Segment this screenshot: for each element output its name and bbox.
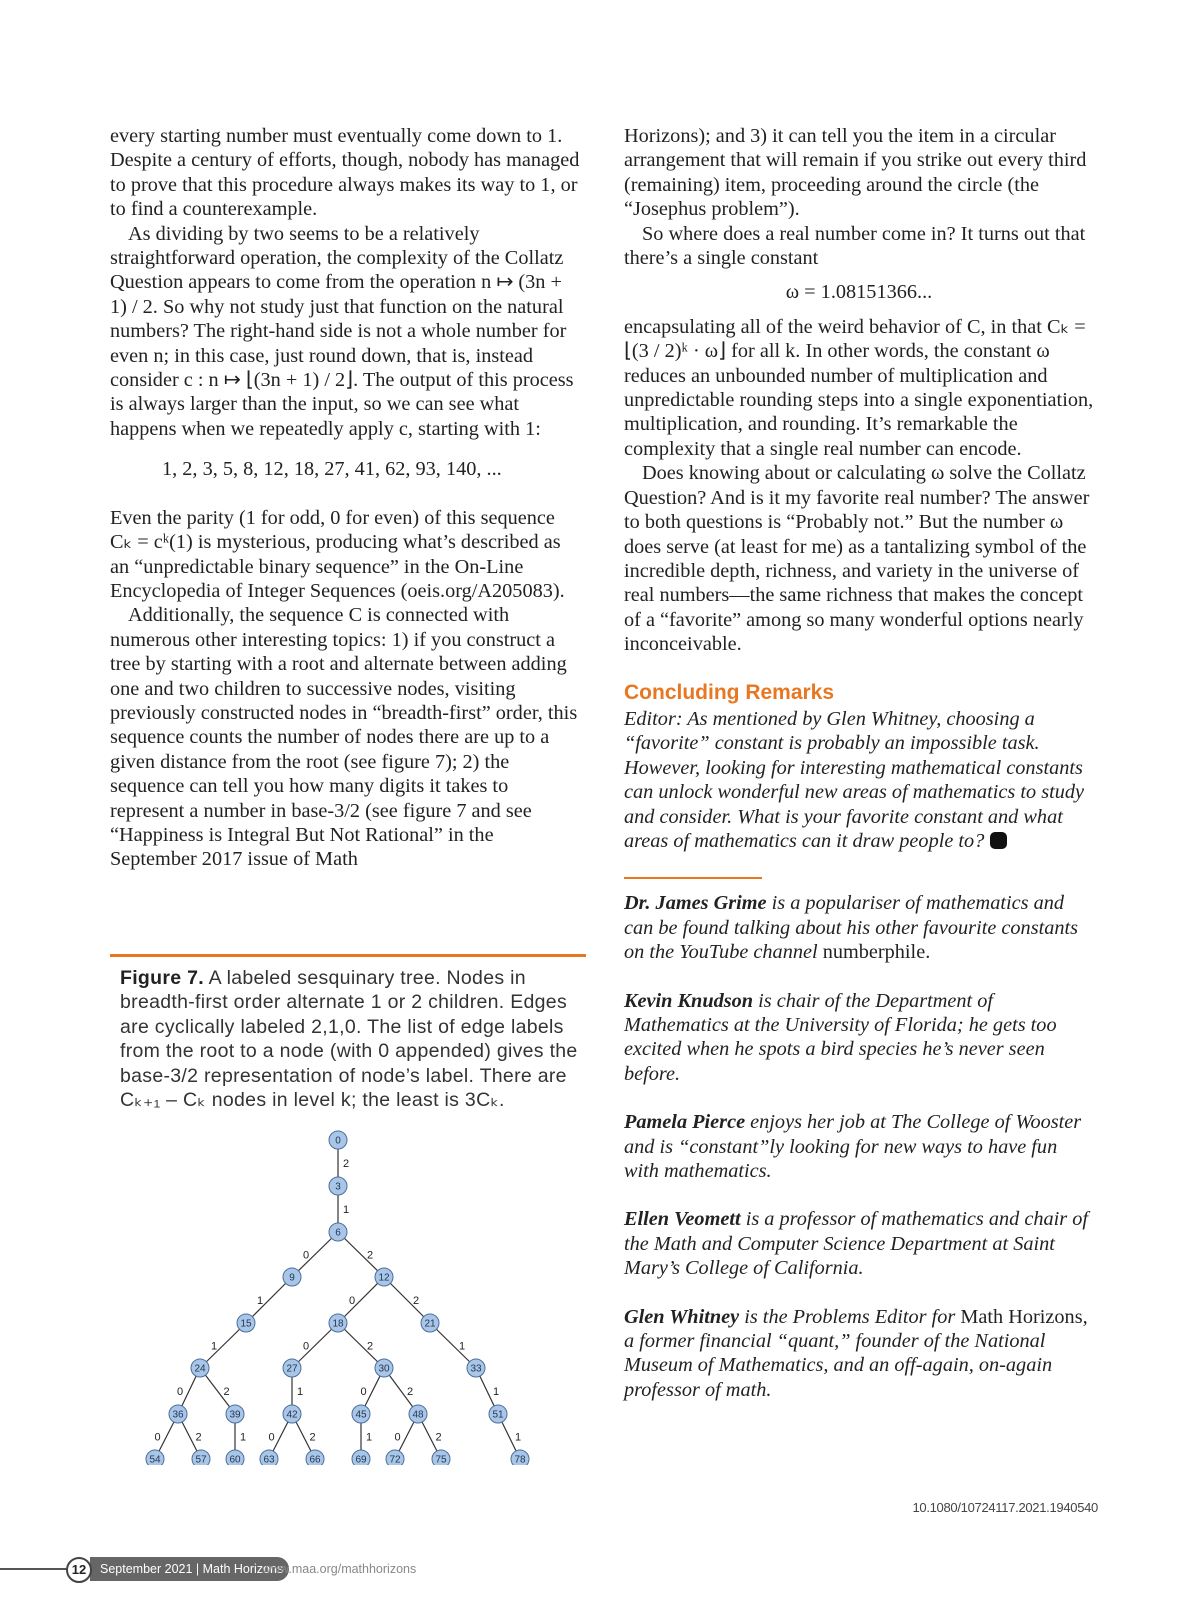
footer-url: www.maa.org/mathhorizons (262, 1562, 417, 1576)
tree-edge (430, 1323, 476, 1368)
author-bio (624, 1110, 1094, 1183)
tree-edge-label: 1 (492, 1386, 500, 1398)
paragraph: encapsulating all of the weird behavior of C, in that Cₖ = ⌊(3 / 2)ᵏ · ω⌋ for all k. In other words, the constant ω reduces an unbounded number of multiplication and unpredictable rounding steps into a single exponentiation, multiplication, and rounding. It’s remarkable the complexity that a single real number can encode. (624, 315, 1094, 460)
tree-node-label: 57 (195, 1454, 207, 1465)
tree-node-label: 30 (378, 1363, 390, 1375)
tree-node-label: 15 (240, 1318, 252, 1330)
tree-edge-label: 1 (514, 1431, 522, 1444)
author-bio-text: is a professor of mathematics and chair of the Math and Computer Science Department at Saint Mary’s College of California. (624, 1208, 1089, 1280)
tree-node-label: 60 (229, 1454, 241, 1465)
tree-edge-label: 2 (342, 1158, 350, 1170)
figure-caption-text: A labeled sesquinary tree. Nodes in breadth-first order alternate 1 or 2 children. Edges are cyclically labeled 2,1,0. The list of edge labels from the root to a node (with 0 appended) gives the base-3/2 representation of node’s label. There are Cₖ₊₁ – Cₖ nodes in level k; the least is 3Cₖ. (120, 967, 578, 1112)
paragraph: Does knowing about or calculating ω solve the Collatz Question? And is it my favorite real number? The answer to both questions is “Probably not.” But the number ω does serve (at least for me) as a tantalizing symbol of the incredible depth, richness, and variety in the universe of real numbers—the same richness that makes the concept of a “favorite” among so many wonderful options nearly inconceivable. (624, 462, 1090, 656)
tree-edge-label: 2 (366, 1340, 374, 1353)
author-bio-text: enjoys her job at The College of Wooster and is “constant”ly looking for new ways to have fun with mathematics. (624, 1111, 1082, 1183)
tree-edge-label: 2 (406, 1386, 414, 1398)
tree-node-label: 69 (355, 1454, 367, 1465)
tree-node-label: 51 (492, 1409, 504, 1421)
author-bio-text: is the Problems Editor for (739, 1305, 961, 1328)
author-name: Glen Whitney (624, 1305, 740, 1328)
tree-node-label: 78 (514, 1454, 526, 1465)
tree-edge (338, 1323, 384, 1368)
tree-edge-label: 1 (210, 1340, 218, 1353)
tree-edge-label: 2 (366, 1249, 374, 1262)
author-bio-text: is chair of the Department of Mathematics at the University of Florida; he gets too excited when he spots a bird species he’s never seen before. (624, 989, 1057, 1085)
tree-edge-label: 1 (342, 1204, 350, 1216)
tree-edge-label: 0 (268, 1431, 275, 1444)
tree-node-label: 39 (229, 1409, 241, 1421)
tree-edge (338, 1277, 384, 1323)
tree-node-label: 36 (172, 1409, 184, 1421)
paragraph: Additionally, the sequence C is connected with numerous other interesting topics: 1) if you construct a tree by starting with a root and alternate between adding one and two children to successive nodes, visiting previously constructed nodes in “breadth-first” order, this sequence counts the number of nodes there are up to a given distance from the root (see figure 7); 2) the sequence can tell you how many digits it takes to represent a number in base-3/2 (see figure 7 and see “Happiness is Integral But Not Rational” in the September 2017 issue of Math (110, 604, 578, 871)
tree-edge-label: 2 (435, 1431, 442, 1444)
tree-node-label: 24 (194, 1363, 206, 1375)
editor-note (624, 707, 1094, 853)
section-heading: Concluding Remarks (624, 680, 835, 704)
footer-rule (0, 1568, 75, 1570)
author-bio-tail: numberphile. (822, 941, 931, 964)
tree-node-label: 0 (335, 1135, 341, 1147)
author-name: Kevin Knudson (624, 989, 754, 1012)
author-bio-text: is a populariser of mathematics and can be found talking about his other favourite constants on the YouTube channel (624, 892, 1079, 964)
author-name: Dr. James Grime (624, 892, 767, 915)
tree-edge-label: 0 (360, 1386, 367, 1398)
tree-node-label: 72 (389, 1454, 401, 1465)
tree-edge-label: 0 (348, 1295, 356, 1307)
paragraph: every starting number must eventually come down to 1. Despite a century of efforts, though, nobody has managed to prove that this procedure always makes its way to 1, or to find a counterexample. (110, 125, 580, 221)
figure-divider (110, 954, 586, 957)
tree-node-label: 54 (149, 1454, 161, 1465)
tree-edge (384, 1277, 430, 1323)
figure-label: Figure 7. (120, 967, 204, 989)
tree-edge-label: 1 (458, 1340, 466, 1353)
footer-issue: September 2021 | Math Horizons (90, 1557, 289, 1581)
author-bio (624, 1207, 1094, 1280)
page-number: 12 (66, 1557, 92, 1583)
tree-node-label: 3 (335, 1181, 341, 1193)
tree-node-label: 48 (412, 1409, 424, 1421)
paragraph: Horizons); and 3) it can tell you the item in a circular arrangement that will remain if you strike out every third (remaining) item, proceeding around the circle (the “Josephus problem”). (624, 125, 1087, 221)
tree-edge-label: 2 (412, 1295, 420, 1307)
paragraph: Even the parity (1 for odd, 0 for even) of this sequence Cₖ = cᵏ(1) is mysterious, producing what’s described as an “unpredictable binary sequence” in the On-Line Encyclopedia of Integer Sequences (oeis.org/A205083). (110, 506, 565, 602)
tree-node-label: 75 (435, 1454, 447, 1465)
bio-divider (624, 877, 762, 879)
tree-node-label: 63 (263, 1454, 275, 1465)
tree-edge-label: 0 (176, 1386, 184, 1398)
tree-edge-label: 1 (239, 1431, 247, 1444)
left-column (110, 124, 582, 872)
right-column (624, 124, 1094, 1426)
tree-edge (246, 1277, 292, 1323)
sesquinary-tree-diagram (130, 1130, 550, 1465)
tree-node-label: 33 (470, 1363, 482, 1375)
tree-node-label: 42 (286, 1409, 298, 1421)
tree-edge (292, 1232, 338, 1277)
tree-node-label: 9 (289, 1272, 295, 1284)
tree-node-label: 12 (378, 1272, 390, 1284)
tree-node-label: 66 (309, 1454, 321, 1465)
author-bio-tail: Math Horizons (960, 1305, 1083, 1328)
doi-label: 10.1080/10724117.2021.1940540 (912, 1500, 1098, 1515)
end-mark-icon (990, 832, 1007, 849)
tree-edge (200, 1323, 246, 1368)
paragraph: So where does a real number come in? It turns out that there’s a single constant (624, 222, 1086, 270)
tree-edge-label: 0 (302, 1249, 310, 1262)
tree-edge-label: 1 (365, 1431, 373, 1444)
tree-edge-label: 2 (195, 1431, 202, 1444)
omega-equation: ω = 1.08151366... (785, 281, 933, 304)
author-bio (624, 891, 1094, 964)
tree-node-label: 45 (355, 1409, 367, 1421)
tree-edge-label: 0 (154, 1431, 161, 1444)
author-name: Pamela Pierce (624, 1111, 746, 1134)
tree-edge (292, 1323, 338, 1368)
sequence-display: 1, 2, 3, 5, 8, 12, 18, 27, 41, 62, 93, 140, ... (162, 458, 502, 481)
tree-edge-label: 0 (394, 1431, 401, 1444)
paragraph: As dividing by two seems to be a relatively straightforward operation, the complexity of the Collatz Question appears to come from the operation n ↦ (3n + 1) / 2. So why not study just that function on the natural numbers? The right-hand side is not a whole number for even n; in this case, just round down, that is, instead consider c : n ↦ ⌊(3n + 1) / 2⌋. The output of this process is always larger than the input, so we can see what happens when we repeatedly apply c, starting with 1: (110, 222, 574, 440)
author-name: Ellen Veomett (624, 1208, 741, 1231)
author-bio (624, 1305, 1094, 1403)
figure-caption (120, 966, 582, 1112)
tree-node-label: 6 (335, 1227, 341, 1239)
tree-node-label: 21 (424, 1318, 436, 1330)
tree-edge (338, 1232, 384, 1277)
tree-edge-label: 2 (223, 1386, 230, 1398)
editor-note-text: Editor: As mentioned by Glen Whitney, choosing a “favorite” constant is probably an impossible task. However, looking for interesting mathematical constants can unlock wonderful new areas of mathematics to study and consider. What is your favorite constant and what areas of mathematics can it draw people to? (624, 707, 1085, 852)
tree-edge-label: 1 (296, 1386, 304, 1398)
tree-edge-label: 1 (256, 1295, 264, 1307)
tree-edge-label: 0 (302, 1340, 310, 1353)
author-bio (624, 989, 1094, 1087)
author-bio-text: , a former financial “quant,” founder of the National Museum of Mathematics, and an off-again, on-again professor of math. (624, 1305, 1088, 1401)
tree-node-label: 18 (332, 1318, 344, 1330)
tree-node-label: 27 (286, 1363, 298, 1375)
tree-edge-label: 2 (309, 1431, 316, 1444)
